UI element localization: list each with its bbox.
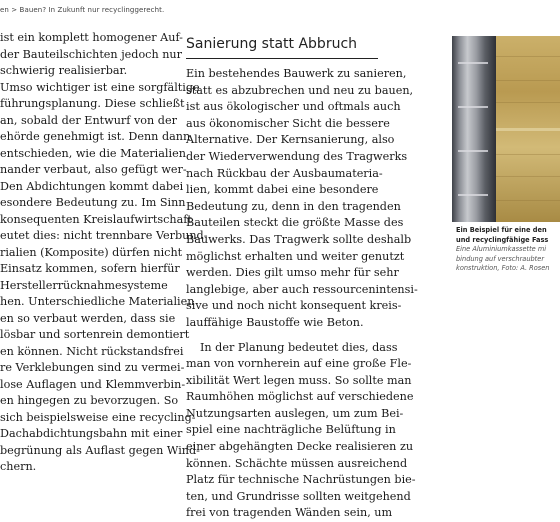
text-line: langlebige, aber auch ressourcenintensi- bbox=[186, 282, 378, 299]
text-line: konsequenten Kreislaufwirtschaft bbox=[0, 212, 176, 229]
text-line: nander verbaut, also gefügt wer- bbox=[0, 162, 176, 179]
text-line: an, sobald der Entwurf von der bbox=[0, 113, 176, 130]
text-line: Umso wichtiger ist eine sorgfältige bbox=[0, 80, 176, 97]
text-line: nach Rückbau der Ausbaumateria- bbox=[186, 166, 378, 183]
text-line: aus ökonomischer Sicht die bessere bbox=[186, 116, 378, 133]
text-line: Bauwerks. Das Tragwerk sollte deshalb bbox=[186, 232, 378, 249]
text-line: Herstellerrücknahmesysteme bbox=[0, 278, 176, 295]
caption-text-line: Eine Aluminiumkassette mi bbox=[456, 245, 560, 255]
insulation-image bbox=[496, 36, 560, 222]
text-line: Raumhöhen möglichst auf verschiedene bbox=[186, 389, 378, 406]
text-line: sive und noch nicht konsequent kreis- bbox=[186, 298, 378, 315]
text-line: frei von tragenden Wänden sein, um bbox=[186, 505, 378, 522]
text-line: hen. Unterschiedliche Materialien bbox=[0, 294, 176, 311]
text-line: xibilität Wert legen muss. So sollte man bbox=[186, 373, 378, 390]
text-line: Den Abdichtungen kommt dabei bbox=[0, 179, 176, 196]
text-line: möglichst erhalten und weiter genutzt bbox=[186, 249, 378, 266]
caption-title-line: und recyclingfähige Fass bbox=[456, 236, 560, 246]
text-line: werden. Dies gilt umso mehr für sehr bbox=[186, 265, 378, 282]
text-line: rialien (Komposite) dürfen nicht bbox=[0, 245, 176, 262]
text-line: führungsplanung. Diese schließt bbox=[0, 96, 176, 113]
text-line: begrünung als Auflast gegen Wind- bbox=[0, 443, 176, 460]
text-line: eutet dies: nicht trennbare Verbund- bbox=[0, 228, 176, 245]
left-text-column bbox=[0, 30, 176, 476]
text-line: lien, kommt dabei eine besondere bbox=[186, 182, 378, 199]
text-line: Alternative. Der Kernsanierung, also bbox=[186, 132, 378, 149]
breadcrumb: en > Bauen? In Zukunft nur recyclinggerecht. bbox=[0, 6, 164, 14]
text-line: esondere Bedeutung zu. Im Sinn bbox=[0, 195, 176, 212]
middle-text-column bbox=[186, 34, 378, 522]
text-line: ist aus ökologischer und oftmals auch bbox=[186, 99, 378, 116]
text-line: en können. Nicht rückstandsfrei bbox=[0, 344, 176, 361]
caption-text-line: konstruktion, Foto: A. Rosen bbox=[456, 264, 560, 274]
text-line: chern. bbox=[0, 459, 176, 476]
photo-caption bbox=[456, 226, 560, 274]
text-line: einer abgehängten Decke realisieren zu bbox=[186, 439, 378, 456]
text-line: Bauteilen steckt die größte Masse des bbox=[186, 215, 378, 232]
text-line: spiel eine nachträgliche Belüftung in bbox=[186, 422, 378, 439]
text-line: Platz für technische Nachrüstungen bie- bbox=[186, 472, 378, 489]
text-line: können. Schächte müssen ausreichend bbox=[186, 456, 378, 473]
text-line: ten, und Grundrisse sollten weitgehend bbox=[186, 489, 378, 506]
text-line: der Wiederverwendung des Tragwerks bbox=[186, 149, 378, 166]
text-line: In der Planung bedeutet dies, dass bbox=[186, 340, 378, 357]
text-line: Einsatz kommen, sofern hierfür bbox=[0, 261, 176, 278]
paragraph-2 bbox=[186, 340, 378, 522]
section-heading: Sanierung statt Abbruch bbox=[186, 34, 378, 59]
text-line: ehörde genehmigt ist. Denn dann bbox=[0, 129, 176, 146]
text-line: Bedeutung zu, denn in den tragenden bbox=[186, 199, 378, 216]
caption-title-line: Ein Beispiel für eine den bbox=[456, 226, 560, 236]
aluminium-cassette-image bbox=[452, 36, 496, 222]
facade-photo bbox=[452, 36, 560, 222]
text-line: lauffähige Baustoffe wie Beton. bbox=[186, 315, 378, 332]
text-line: lose Auflagen und Klemmverbin- bbox=[0, 377, 176, 394]
text-line: en hingegen zu bevorzugen. So bbox=[0, 393, 176, 410]
text-line: der Bauteilschichten jedoch nur bbox=[0, 47, 176, 64]
text-line: man von vornherein auf eine große Fle- bbox=[186, 356, 378, 373]
text-line: schwierig realisierbar. bbox=[0, 63, 176, 80]
text-line: Dachabdichtungsbahn mit einer bbox=[0, 426, 176, 443]
paragraph-1 bbox=[186, 66, 378, 332]
text-line: lösbar und sortenrein demontiert bbox=[0, 327, 176, 344]
caption-text-line: bindung auf verschraubter bbox=[456, 255, 560, 265]
text-line: re Verklebungen sind zu vermei- bbox=[0, 360, 176, 377]
text-line: entschieden, wie die Materialien bbox=[0, 146, 176, 163]
text-line: Nutzungsarten auslegen, um zum Bei- bbox=[186, 406, 378, 423]
text-line: ist ein komplett homogener Auf- bbox=[0, 30, 176, 47]
text-line: statt es abzubrechen und neu zu bauen, bbox=[186, 83, 378, 100]
text-line: sich beispielsweise eine recycling- bbox=[0, 410, 176, 427]
text-line: en so verbaut werden, dass sie bbox=[0, 311, 176, 328]
text-line: Ein bestehendes Bauwerk zu sanieren, bbox=[186, 66, 378, 83]
